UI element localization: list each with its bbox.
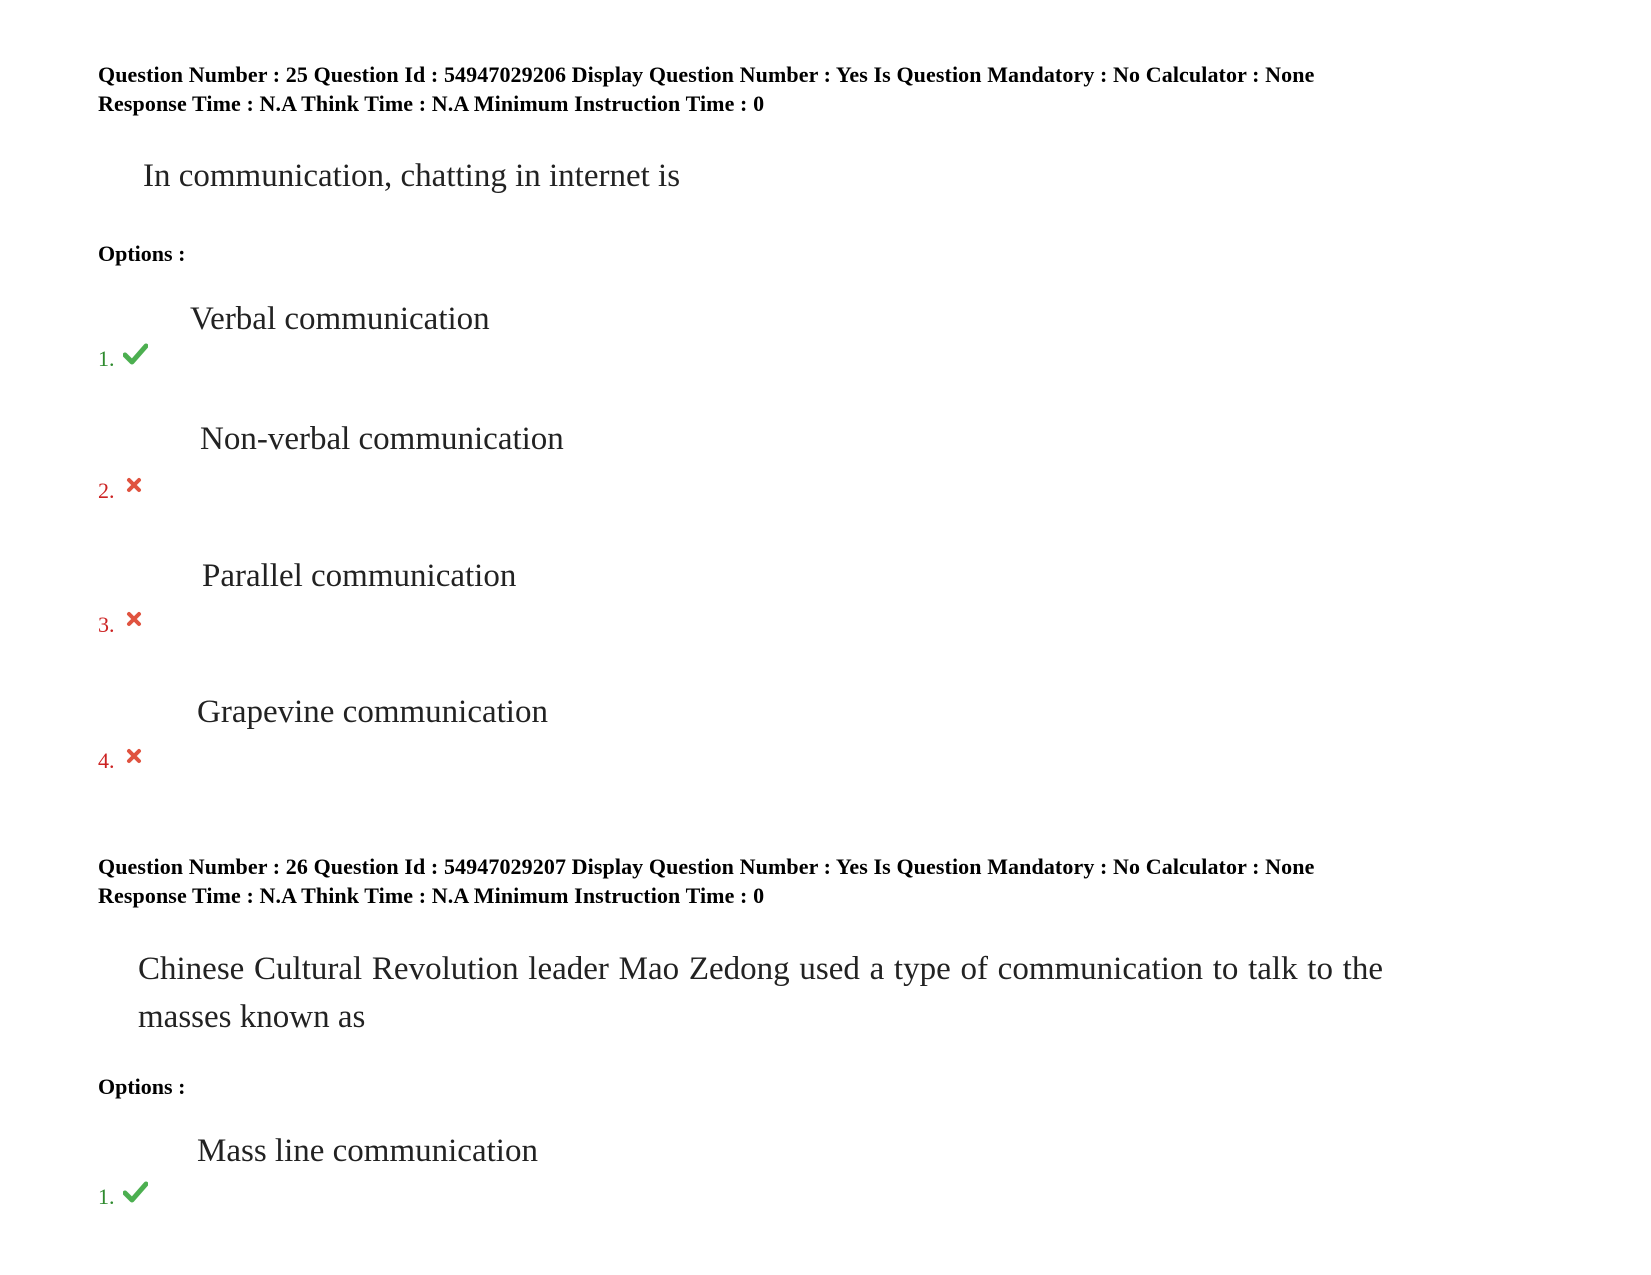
question-meta-line-1: Question Number : 26 Question Id : 54947029207 Display Question Number : Yes Is Question Mandatory : No Calculator : None xyxy=(98,854,1315,879)
question-meta-line-1: Question Number : 25 Question Id : 54947029206 Display Question Number : Yes Is Question Mandatory : No Calculator : None xyxy=(98,62,1315,87)
cross-icon xyxy=(126,748,142,764)
option-number: 2. xyxy=(98,478,115,503)
option-text: Verbal communication xyxy=(190,301,490,337)
option-number: 1. xyxy=(98,346,115,371)
option-number: 4. xyxy=(98,748,115,773)
cross-icon xyxy=(126,611,142,627)
question-text: In communication, chatting in internet is xyxy=(143,158,681,194)
option-text: Grapevine communication xyxy=(197,694,548,730)
question-text: Chinese Cultural Revolution leader Mao Zedong used a type of communication to talk to the masses known as xyxy=(138,951,1383,1035)
check-icon xyxy=(123,1181,148,1203)
option-text: Non-verbal communication xyxy=(200,421,564,457)
option-text: Mass line communication xyxy=(197,1133,538,1169)
check-icon xyxy=(123,343,148,365)
option-text: Parallel communication xyxy=(202,558,517,594)
options-label: Options : xyxy=(98,241,186,266)
option-number: 3. xyxy=(98,612,115,637)
question-meta-line-2: Response Time : N.A Think Time : N.A Minimum Instruction Time : 0 xyxy=(98,883,765,908)
options-label: Options : xyxy=(98,1074,186,1099)
question-meta-line-2: Response Time : N.A Think Time : N.A Minimum Instruction Time : 0 xyxy=(98,91,765,116)
cross-icon xyxy=(126,477,142,493)
option-number: 1. xyxy=(98,1184,115,1209)
